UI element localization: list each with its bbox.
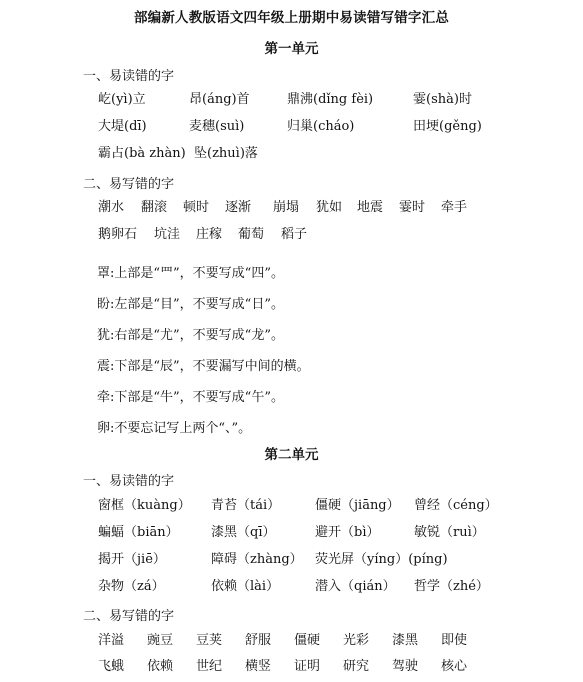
word-item: 飞蛾 [98,659,125,674]
word-item: 核心 [441,659,468,674]
word-item: 坠(zhuì)落 [194,146,258,161]
unit-1-read-row [0,144,583,164]
word-item: 洋溢 [98,633,125,648]
word-item: 依赖 [147,659,174,674]
word-item: 避开（bì） [315,525,380,540]
word-item: 葡萄 [238,227,265,242]
word-item: 犹如 [316,200,343,215]
word-item: 逐渐 [225,200,252,215]
word-item: 顿时 [183,200,210,215]
word-item: 漆黑 [392,633,419,648]
word-item: 荧光屏（yíng）(píng) [315,552,448,567]
word-item: 鹅卵石 [98,227,138,242]
word-item: 霎时 [399,200,426,215]
unit-2-heading: 第二单元 [264,447,319,463]
word-item: 霎(shà)时 [413,92,472,107]
word-item: 敏锐（ruì） [414,525,485,540]
unit-2-read-row [0,577,583,597]
word-item: 稻子 [281,227,308,242]
word-item: 翻滚 [141,200,168,215]
word-item: 即使 [441,633,468,648]
word-item: 田埂(gěng) [413,119,482,134]
word-item: 鼎沸(dǐng fèi) [287,92,374,107]
spelling-note: 震:下部是“辰”，不要漏写中间的横。 [97,359,310,374]
word-item: 潮水 [98,200,125,215]
word-item: 地震 [357,200,384,215]
unit-2-write-heading: 二、易写错的字 [83,609,175,624]
word-item: 昂(áng)首 [189,92,250,107]
word-item: 窗框（kuàng） [98,498,191,513]
unit-2-read-heading: 一、易读错的字 [83,474,175,489]
unit-2-read-row [0,496,583,516]
unit-2-read-row [0,523,583,543]
word-item: 光彩 [343,633,370,648]
unit-1-read-heading: 一、易读错的字 [83,69,175,84]
word-item: 豌豆 [147,633,174,648]
spelling-note: 罩:上部是“罒”，不要写成“四”。 [97,266,284,281]
word-item: 崩塌 [273,200,300,215]
word-item: 豆荚 [196,633,223,648]
word-item: 潜入（qián） [315,579,396,594]
word-item: 世纪 [196,659,223,674]
word-item: 僵硬（jiāng） [315,498,400,513]
word-item: 驾驶 [392,659,419,674]
word-item: 青苔（tái） [211,498,281,513]
word-item: 研究 [343,659,370,674]
unit-1-write-row [0,225,583,245]
word-item: 横竖 [245,659,272,674]
word-item: 僵硬 [294,633,321,648]
word-item: 庄稼 [196,227,223,242]
word-item: 证明 [294,659,321,674]
word-item: 蝙蝠（biān） [98,525,179,540]
word-item: 漆黑（qī） [211,525,276,540]
word-item: 霸占(bà zhàn) [98,146,186,161]
unit-1-read-row [0,117,583,137]
spelling-note: 牵:下部是“牛”，不要写成“午”。 [97,390,284,405]
unit-2-read-row [0,550,583,570]
word-item: 舒服 [245,633,272,648]
spelling-note: 犹:右部是“尤”，不要写成“龙”。 [97,328,284,343]
word-item: 哲学（zhé） [414,579,489,594]
unit-1-write-row [0,198,583,218]
unit-2-write-row [0,631,583,651]
spelling-note: 盼:左部是“目”，不要写成“日”。 [97,297,284,312]
word-item: 杂物（zá） [98,579,165,594]
unit-1-read-row [0,90,583,110]
unit-1-heading: 第一单元 [264,41,319,57]
word-item: 揭开（jiē） [98,552,166,567]
unit-2-write-row [0,657,583,677]
word-item: 依赖（lài） [211,579,280,594]
word-item: 麦穗(suì) [189,119,245,134]
word-item: 归巢(cháo) [287,119,355,134]
unit-1-write-heading: 二、易写错的字 [83,177,175,192]
word-item: 屹(yì)立 [98,92,146,107]
document-title: 部编新人教版语文四年级上册期中易读错写错字汇总 [133,10,450,26]
word-item: 坑洼 [154,227,181,242]
word-item: 大堤(dī) [98,119,147,134]
spelling-note: 卵:不要忘记写上两个“、”。 [97,421,252,436]
word-item: 曾经（céng） [414,498,498,513]
word-item: 牵手 [441,200,468,215]
word-item: 障碍（zhàng） [211,552,303,567]
